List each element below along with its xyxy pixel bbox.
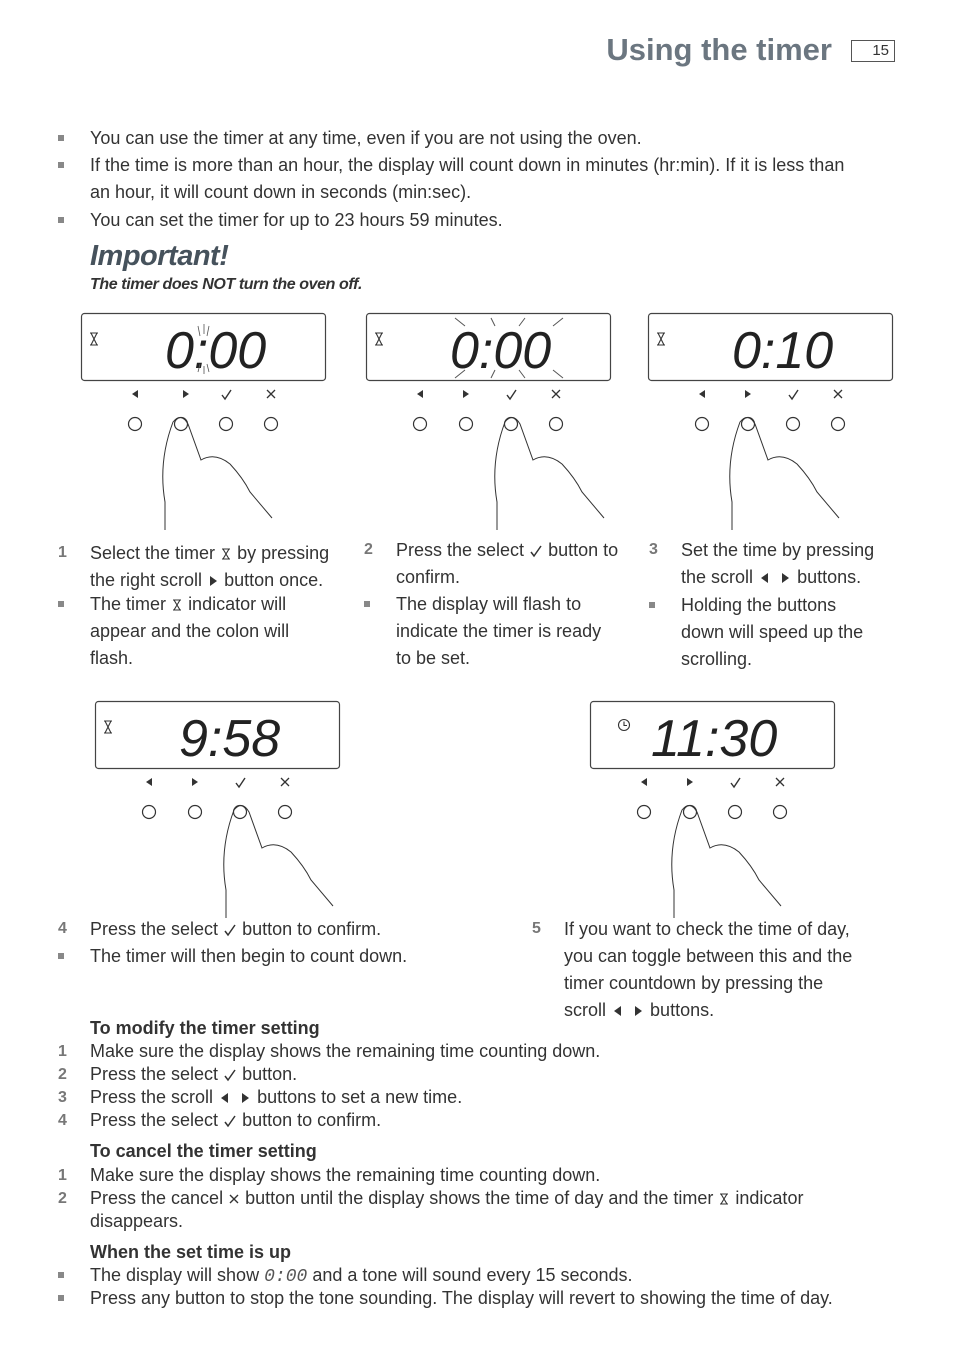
cancel-button	[774, 806, 787, 819]
select-button	[505, 418, 518, 431]
cancel-button	[550, 418, 563, 431]
step-number: 4	[58, 920, 67, 937]
cancel-item-1: Make sure the display shows the remaining time counting down.	[90, 1165, 601, 1185]
scroll-right-button	[684, 806, 697, 819]
step-4-line-1: Press the select button to confirm.	[90, 919, 382, 939]
step-2-bullet-3: to be set.	[396, 648, 471, 668]
scroll-right-button	[175, 418, 188, 431]
step-3-line-1: Set the time by pressing	[681, 540, 875, 560]
hourglass-icon	[718, 1192, 730, 1206]
step-5-line-3: timer countdown by pressing the	[564, 973, 824, 993]
oven-display-3	[647, 312, 897, 532]
select-button	[787, 418, 800, 431]
scroll-arrows-icon	[218, 1091, 252, 1105]
check-icon	[223, 1114, 237, 1128]
step-3-bullet-2: down will speed up the	[681, 622, 864, 642]
page-title: Using the timer	[606, 32, 832, 67]
oven-display-2	[365, 312, 615, 532]
bullet	[58, 953, 64, 959]
intro-bullet-3: You can set the timer for up to 23 hours 59 minutes.	[90, 210, 503, 230]
oven-display-4	[94, 700, 344, 920]
modify-item-2: Press the select button.	[90, 1064, 298, 1084]
triangle-right-icon	[207, 574, 219, 588]
scroll-left-button	[696, 418, 709, 431]
modify-item-4: Press the select button to confirm.	[90, 1110, 382, 1130]
intro-bullet-1: You can use the timer at any time, even if you are not using the oven.	[90, 128, 642, 148]
cancel-heading: To cancel the timer setting	[90, 1141, 317, 1161]
select-button	[220, 418, 233, 431]
step-4-bullet-1: The timer will then begin to count down.	[90, 946, 408, 966]
bullet	[58, 1272, 64, 1278]
cancel-button	[279, 806, 292, 819]
scroll-left-button	[129, 418, 142, 431]
timeup-bullet-1: The display will show 0:00 and a tone will sound every 15 seconds.	[90, 1265, 633, 1287]
check-icon	[223, 1068, 237, 1082]
scroll-arrows-icon	[611, 1004, 645, 1018]
scroll-left-button	[143, 806, 156, 819]
step-1-bullet-2: appear and the colon will	[90, 621, 290, 641]
cancel-button	[832, 418, 845, 431]
step-5-line-1: If you want to check the time of day,	[564, 919, 850, 939]
display-readout: 11:30	[651, 710, 778, 768]
important-heading: Important!	[90, 240, 229, 272]
bullet	[649, 602, 655, 608]
modify-item-3: Press the scroll buttons to set a new time.	[90, 1087, 463, 1107]
scroll-right-button	[742, 418, 755, 431]
page-number: 15	[851, 40, 895, 62]
bullet	[58, 135, 64, 141]
step-1-line-1: Select the timer by pressing	[90, 543, 330, 563]
cancel-item-2-cont: disappears.	[90, 1211, 184, 1231]
check-icon	[529, 544, 543, 558]
step-5-line-2: you can toggle between this and the	[564, 946, 853, 966]
step-3-bullet-1: Holding the buttons	[681, 595, 837, 615]
step-3-bullet-3: scrolling.	[681, 649, 753, 669]
intro-bullet-2: If the time is more than an hour, the display will count down in minutes (hr:min). If it is less than	[90, 155, 845, 175]
select-button	[234, 806, 247, 819]
scroll-left-button	[638, 806, 651, 819]
list-number: 4	[58, 1112, 67, 1129]
hourglass-icon	[171, 598, 183, 612]
bullet	[58, 601, 64, 607]
display-readout: 0:00	[450, 322, 552, 380]
bullet	[58, 217, 64, 223]
list-number: 3	[58, 1089, 67, 1106]
modify-heading: To modify the timer setting	[90, 1018, 320, 1038]
modify-item-1: Make sure the display shows the remaining time counting down.	[90, 1041, 601, 1061]
display-readout: 0:00	[165, 322, 267, 380]
step-5-line-4: scroll buttons.	[564, 1000, 715, 1020]
intro-bullet-2-cont: an hour, it will count down in seconds (min:sec).	[90, 182, 472, 202]
hourglass-icon	[220, 547, 232, 561]
scroll-right-button	[189, 806, 202, 819]
step-2-bullet-2: indicate the timer is ready	[396, 621, 602, 641]
scroll-left-button	[414, 418, 427, 431]
important-note: The timer does NOT turn the oven off.	[90, 276, 363, 293]
step-2-line-2: confirm.	[396, 567, 461, 587]
step-1-bullet-3: flash.	[90, 648, 134, 668]
bullet	[58, 162, 64, 168]
timeup-bullet-2: Press any button to stop the tone sounding. The display will revert to showing the time of day.	[90, 1288, 833, 1308]
step-1-bullet-1: The timer indicator will	[90, 594, 287, 614]
display-readout: 0:10	[732, 322, 834, 380]
select-button	[729, 806, 742, 819]
step-number: 2	[364, 541, 373, 558]
step-3-line-2: the scroll buttons.	[681, 567, 862, 587]
scroll-arrows-icon	[758, 571, 792, 585]
list-number: 2	[58, 1190, 67, 1207]
display-code: 0:00	[264, 1267, 308, 1287]
check-icon	[223, 923, 237, 937]
cancel-button	[265, 418, 278, 431]
scroll-right-button	[460, 418, 473, 431]
bullet	[364, 601, 370, 607]
step-2-line-1: Press the select button to	[396, 540, 619, 560]
step-number: 3	[649, 541, 658, 558]
step-1-line-2: the right scroll button once.	[90, 570, 324, 590]
oven-display-5	[589, 700, 839, 920]
step-2-bullet-1: The display will flash to	[396, 594, 582, 614]
cross-icon	[228, 1192, 240, 1206]
bullet	[58, 1295, 64, 1301]
list-number: 2	[58, 1066, 67, 1083]
timeup-heading: When the set time is up	[90, 1242, 292, 1262]
step-number: 5	[532, 920, 541, 937]
cancel-item-2: Press the cancel button until the display shows the time of day and the timer indicator	[90, 1188, 804, 1208]
list-number: 1	[58, 1043, 67, 1060]
oven-display-1	[80, 312, 330, 532]
list-number: 1	[58, 1167, 67, 1184]
step-number: 1	[58, 544, 67, 561]
display-readout: 9:58	[179, 710, 281, 768]
